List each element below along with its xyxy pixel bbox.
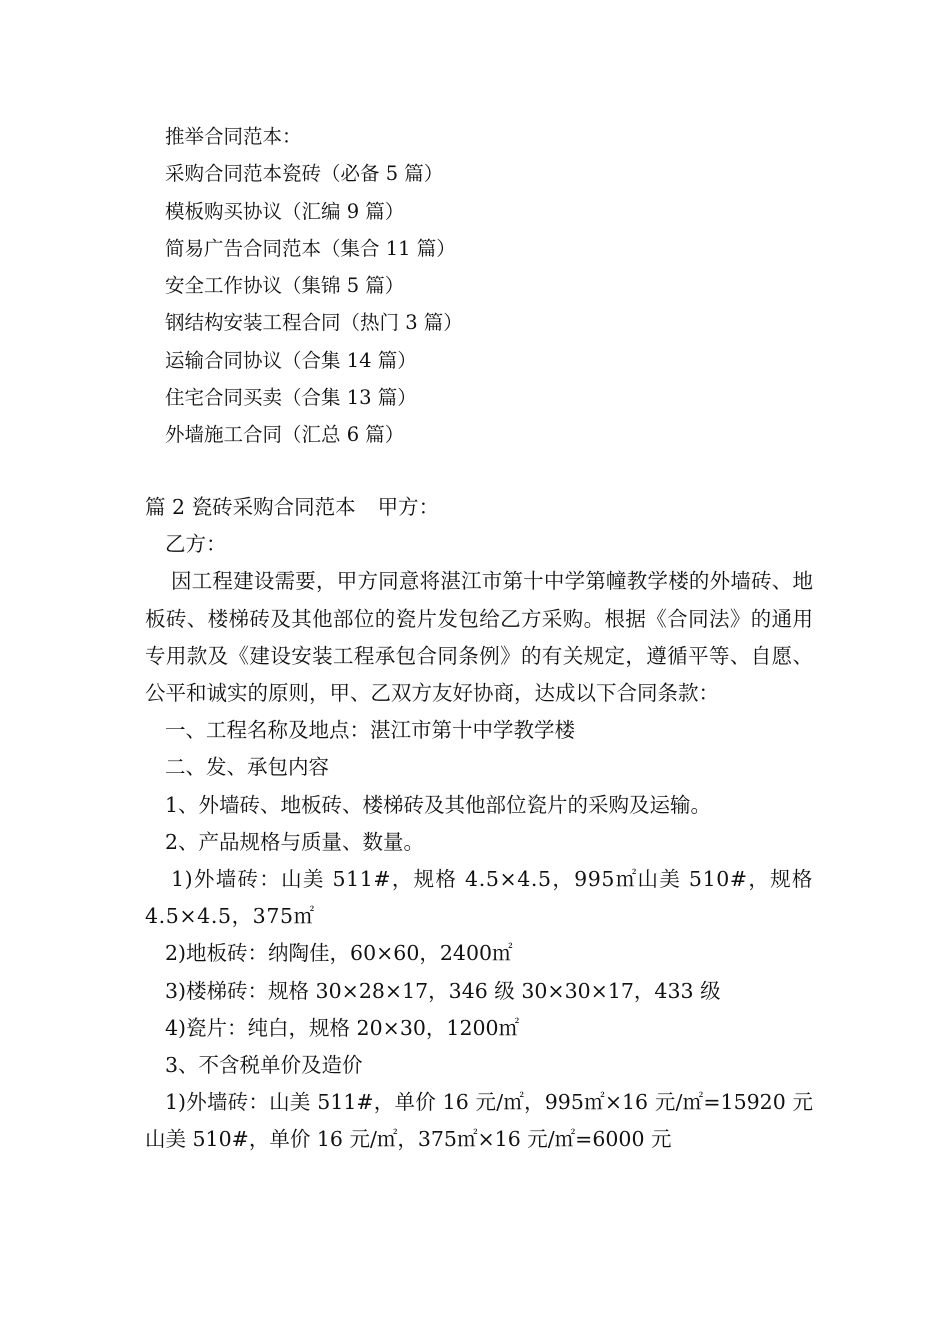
article-title-line — [145, 489, 813, 526]
article-title: 篇 2 瓷砖采购合同范本 — [145, 495, 356, 519]
recommend-item: 住宅合同买卖（合集 13 篇） — [165, 386, 417, 410]
spec-3: 3)楼梯砖：规格 30×28×17，346 级 30×30×17，433 级 — [165, 978, 721, 1003]
party-a-label: 甲方： — [377, 495, 440, 519]
recommended-contracts-list — [145, 118, 825, 454]
contract-body — [145, 489, 813, 1159]
section-1: 一、工程名称及地点：湛江市第十中学教学楼 — [165, 718, 575, 743]
recommend-item: 钢结构安装工程合同（热门 3 篇） — [165, 311, 463, 335]
item-1: 1、外墙砖、地板砖、楼梯砖及其他部位瓷片的采购及运输。 — [165, 792, 712, 817]
item-3: 3、不含税单价及造价 — [165, 1053, 363, 1078]
recommend-item: 采购合同范本瓷砖（必备 5 篇） — [165, 162, 444, 186]
recommend-item: 外墙施工合同（汇总 6 篇） — [165, 423, 405, 447]
price-1: 1)外墙砖：山美 511#，单价 16 元/㎡，995㎡×16 元/㎡=15920 元山美 510#，单价 16 元/㎡，375㎡×16 元/㎡=6000 元 — [145, 1090, 813, 1152]
item-2: 2、产品规格与质量、数量。 — [165, 829, 425, 854]
recommend-item: 简易广告合同范本（集合 11 篇） — [165, 236, 456, 260]
intro-paragraph: 因工程建设需要，甲方同意将湛江市第十中学第幢教学楼的外墙砖、地板砖、楼梯砖及其他部位的瓷片发包给乙方采购。根据《合同法》的通用专用款及《建设安装工程承包合同条例》的有关规定，遵循平等、自愿、公平和诚实的原则，甲、乙双方友好协商，达成以下合同条款： — [145, 569, 813, 706]
party-b-label: 乙方： — [165, 532, 227, 557]
spec-4: 4)瓷片：纯白，规格 20×30，1200㎡ — [165, 1015, 520, 1040]
spec-1: 1)外墙砖：山美 511#，规格 4.5×4.5，995㎡山美 510#，规格 4.5×4.5，375㎡ — [145, 867, 813, 929]
recommend-item: 安全工作协议（集锦 5 篇） — [165, 274, 405, 298]
recommend-item: 模板购买协议（汇编 9 篇） — [165, 199, 405, 223]
section-2: 二、发、承包内容 — [165, 755, 329, 780]
spec-2: 2)地板砖：纳陶佳，60×60，2400㎡ — [165, 941, 513, 966]
recommend-heading: 推举合同范本： — [165, 125, 302, 148]
recommend-item: 运输合同协议（合集 14 篇） — [165, 348, 417, 372]
